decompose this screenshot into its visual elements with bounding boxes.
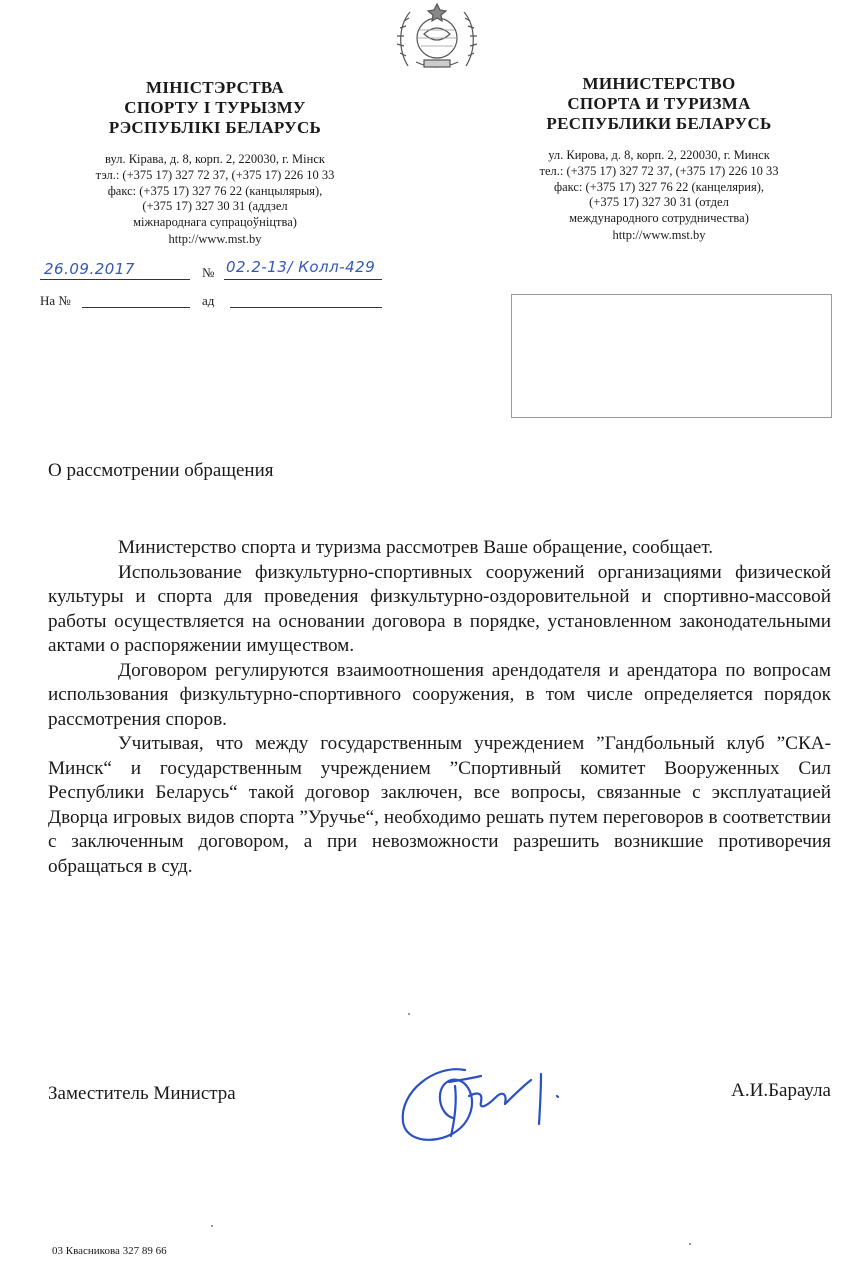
number-sign: № [202, 265, 215, 280]
addressee-box [511, 294, 832, 418]
header-left [40, 78, 390, 247]
ministry-name-ru: МИНИСТЕРСТВО СПОРТА И ТУРИЗМА РЕСПУБЛИКИ БЕЛАРУСЬ [546, 74, 772, 133]
signer-name: А.И.Бараула [731, 1080, 831, 1101]
body-paragraph: Министерство спорта и туризма рассмотрев Ваше обращение, сообщает. [118, 537, 714, 558]
body-paragraph: Использование физкультурно-спортивных сооружений организациями физической культуры и спорта для проведения физкультурно-оздоровительной и спортивно-массовой работы осуществляется на основании договора в порядке, установленном законодательными актами о распоряжении имуществом. [48, 561, 831, 656]
letter-subject: О рассмотрении обращения [48, 460, 274, 481]
executor-note: 03 Квасникова 327 89 66 [52, 1245, 167, 1257]
number-underline [224, 279, 382, 280]
letter-body [48, 536, 831, 879]
date-underline [40, 279, 190, 280]
scan-speck [408, 1013, 410, 1015]
ministry-name-by: МІНІСТЭРСТВА СПОРТУ І ТУРЫЗМУ РЭСПУБЛІКІ БЕЛАРУСЬ [108, 78, 322, 137]
from-label: ад [202, 293, 215, 308]
registration-number: 02.2-13/ Колл-429 [226, 258, 376, 276]
handwritten-signature [395, 1052, 595, 1152]
in-reply-underline [82, 307, 190, 308]
contact-details-ru: ул. Кирова, д. 8, корп. 2, 220030, г. Минск тел.: (+375 17) 327 72 37, (+375 17) 226 10 33 факс: (+375 17) 327 76 22 (канцелярия), (+375 17) 327 30 31 (отдел международного сотрудничества) [539, 148, 779, 226]
website-link-ru: http://www.mst.by [612, 227, 706, 242]
scan-speck [689, 1243, 691, 1245]
signer-title: Заместитель Министра [48, 1083, 236, 1104]
registration-date: 26.09.2017 [44, 260, 135, 278]
scan-speck [211, 1225, 213, 1227]
website-link-by: http://www.mst.by [168, 231, 262, 246]
state-emblem-icon [394, 0, 480, 74]
from-underline [230, 307, 382, 308]
contact-details-by: вул. Кірава, д. 8, корп. 2, 220030, г. Мінск тэл.: (+375 17) 327 72 37, (+375 17) 226 10 33 факс: (+375 17) 327 76 22 (канцылярыя), (+375 17) 327 30 31 (аддзел міжнароднага супрацоўніцтва) [95, 152, 335, 230]
header-right [488, 74, 830, 243]
body-paragraph: Учитывая, что между государственным учреждением ”Гандбольный клуб ”СКА-Минск“ и государственным учреждением ”Спортивный комитет Вооруженных Сил Республики Беларусь“ такой договор заключен, все вопросы, связанные с эксплуатацией Дворца игровых видов спорта ”Уручье“, необходимо решать путем переговоров в соответствии с заключенным договором, а при невозможности разрешить возникшие противоречия обращаться в суд. [48, 733, 831, 877]
body-paragraph: Договором регулируются взаимоотношения арендодателя и арендатора по вопросам использования физкультурно-спортивного сооружения, в том числе определяется порядок рассмотрения споров. [48, 659, 831, 730]
in-reply-label: На № [40, 293, 71, 308]
